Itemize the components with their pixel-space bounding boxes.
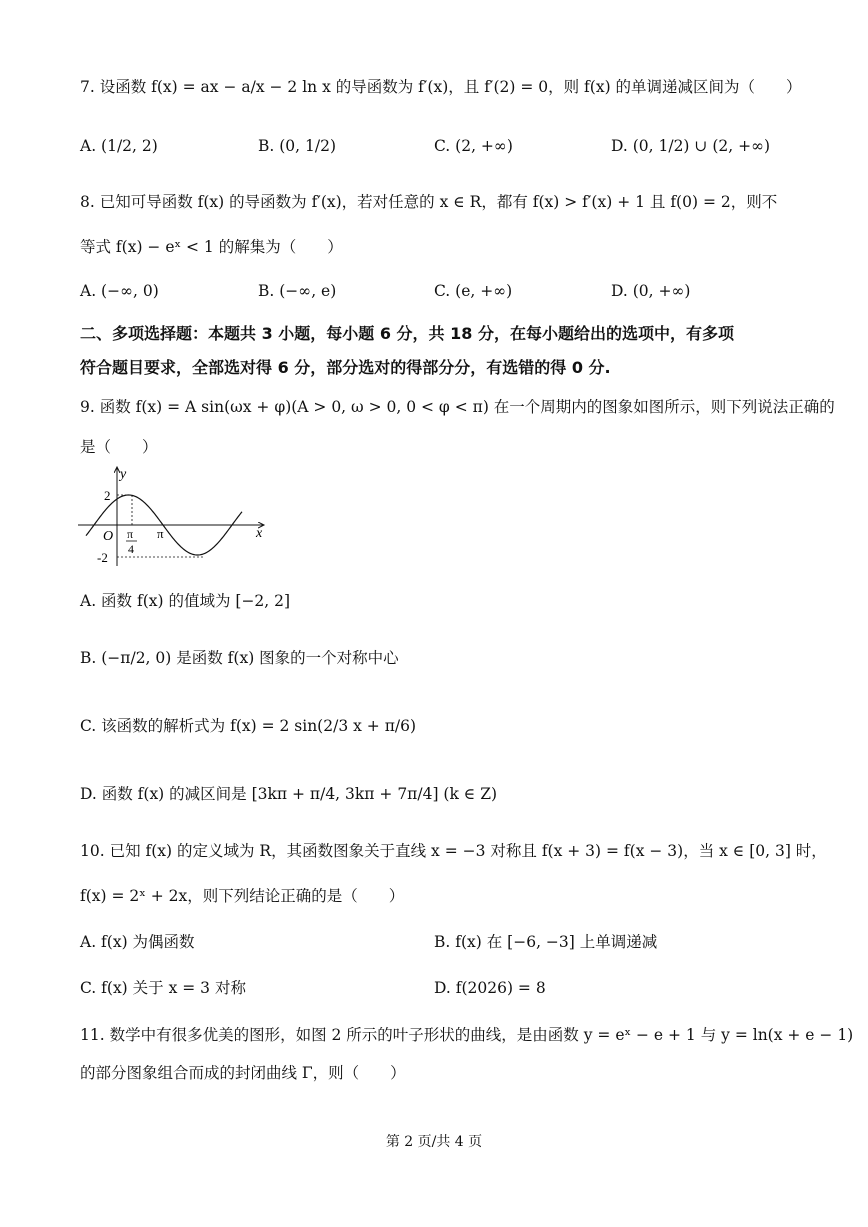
x-axis-label: x bbox=[256, 526, 263, 541]
ymin-label: -2 bbox=[97, 550, 108, 565]
q9-option-c: C. 该函数的解析式为 f(x) = 2 sin(2/3 x + π/6) bbox=[80, 717, 417, 735]
pi-label: π bbox=[157, 526, 164, 541]
q8-option-b: B. (−∞, e) bbox=[258, 282, 337, 300]
pi-over-4-numerator: π bbox=[127, 527, 134, 541]
q10-option-d: D. f(2026) = 8 bbox=[434, 979, 546, 997]
y-axis-label: y bbox=[120, 467, 127, 482]
q8-option-d: D. (0, +∞) bbox=[611, 282, 691, 300]
q8-option-c: C. (e, +∞) bbox=[434, 282, 513, 300]
q9-option-d: D. 函数 f(x) 的减区间是 [3kπ + π/4, 3kπ + 7π/4] (k ∈ Z) bbox=[80, 785, 498, 803]
q11-stem-line2: 的部分图象组合而成的封闭曲线 Γ，则（ ） bbox=[80, 1064, 406, 1082]
q10-stem-line1: 10. 已知 f(x) 的定义域为 R，其函数图象关于直线 x = −3 对称且 f(x + 3) = f(x − 3)，当 x ∈ [0, 3] 时， bbox=[80, 842, 827, 860]
q7-stem: 7. 设函数 f(x) = ax − a/x − 2 ln x 的导函数为 f′(x)，且 f′(2) = 0，则 f(x) 的单调递减区间为（ ） bbox=[80, 78, 802, 96]
q10-stem-line2: f(x) = 2ˣ + 2x，则下列结论正确的是（ ） bbox=[80, 887, 405, 905]
q7-option-a: A. (1/2, 2) bbox=[80, 137, 158, 155]
q9-stem-line1: 9. 函数 f(x) = A sin(ωx + φ)(A > 0, ω > 0, 0 < φ < π) 在一个周期内的图象如图所示，则下列说法正确的 bbox=[80, 398, 835, 416]
page-footer: 第 2 页/共 4 页 bbox=[385, 1134, 483, 1150]
q9-stem-line2: 是（ ） bbox=[80, 438, 158, 456]
ymax-label: 2 bbox=[104, 488, 111, 503]
q8-option-a: A. (−∞, 0) bbox=[80, 282, 159, 300]
section-heading-line2: 符合题目要求，全部选对得 6 分，部分选对的得部分分，有选错的得 0 分. bbox=[80, 358, 611, 377]
q7-option-d: D. (0, 1/2) ∪ (2, +∞) bbox=[611, 137, 771, 155]
origin-label: O bbox=[103, 529, 114, 544]
q9-sine-graph bbox=[76, 462, 276, 572]
q9-option-b: B. (−π/2, 0) 是函数 f(x) 图象的一个对称中心 bbox=[80, 649, 399, 667]
q8-stem-line1: 8. 已知可导函数 f(x) 的导函数为 f′(x)，若对任意的 x ∈ R，都有 f(x) > f′(x) + 1 且 f(0) = 2，则不 bbox=[80, 193, 778, 211]
pi-over-4-denominator: 4 bbox=[128, 542, 134, 556]
q11-stem-line1: 11. 数学中有很多优美的图形，如图 2 所示的叶子形状的曲线，是由函数 y = eˣ − e + 1 与 y = ln(x + e − 1) bbox=[80, 1026, 854, 1044]
q7-option-b: B. (0, 1/2) bbox=[258, 137, 336, 155]
section-heading-line1: 二、多项选择题：本题共 3 小题，每小题 6 分，共 18 分，在每小题给出的选项中，有多项 bbox=[80, 324, 734, 343]
q7-option-c: C. (2, +∞) bbox=[434, 137, 513, 155]
q10-option-c: C. f(x) 关于 x = 3 对称 bbox=[80, 979, 246, 997]
q9-option-a: A. 函数 f(x) 的值域为 [−2, 2] bbox=[80, 592, 291, 610]
q8-stem-line2: 等式 f(x) − eˣ < 1 的解集为（ ） bbox=[80, 238, 343, 256]
q10-option-a: A. f(x) 为偶函数 bbox=[80, 933, 195, 951]
q10-option-b: B. f(x) 在 [−6, −3] 上单调递减 bbox=[434, 933, 658, 951]
